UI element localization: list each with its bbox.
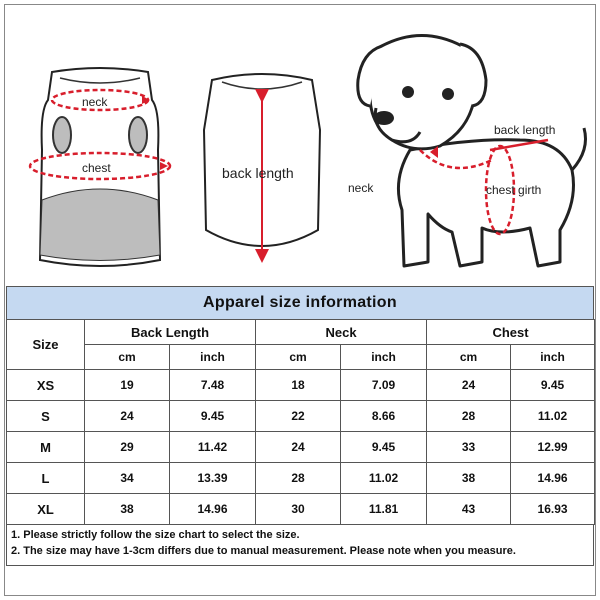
unit-header: cm	[256, 345, 341, 370]
note-line: 2. The size may have 1-3cm differs due to manual measurement. Please note when you measure.	[11, 545, 516, 557]
dog-chest-girth-label: chest girth	[486, 183, 542, 197]
note-line: 1. Please strictly follow the size chart to select the size.	[11, 529, 300, 541]
table-cell: 38	[427, 463, 511, 494]
table-cell: 24	[85, 401, 170, 432]
back-length-header: Back Length	[85, 320, 256, 345]
table-cell: 11.42	[170, 432, 256, 463]
table-row	[7, 432, 595, 463]
unit-header: inch	[341, 345, 427, 370]
table-cell: 11.02	[341, 463, 427, 494]
table-cell: 9.45	[511, 370, 595, 401]
table-cell: 7.09	[341, 370, 427, 401]
neck-label: neck	[82, 95, 108, 109]
table-cell: 13.39	[170, 463, 256, 494]
notes-box	[6, 524, 594, 566]
table-cell: 28	[256, 463, 341, 494]
size-cell: XS	[7, 370, 85, 401]
chest-label: chest	[82, 161, 111, 175]
table-cell: 34	[85, 463, 170, 494]
table-cell: 9.45	[170, 401, 256, 432]
table-cell: 29	[85, 432, 170, 463]
size-cell: M	[7, 432, 85, 463]
table-title: Apparel size information	[6, 286, 594, 320]
unit-header: inch	[170, 345, 256, 370]
unit-header-row	[7, 345, 595, 370]
size-cell: L	[7, 463, 85, 494]
neck-header: Neck	[256, 320, 427, 345]
size-header: Size	[7, 320, 85, 370]
table-row	[7, 463, 595, 494]
table-cell: 11.81	[341, 494, 427, 525]
table-row	[7, 401, 595, 432]
table-cell: 7.48	[170, 370, 256, 401]
chest-header: Chest	[427, 320, 595, 345]
unit-header: cm	[427, 345, 511, 370]
dog-icon	[358, 35, 586, 266]
size-table	[6, 319, 595, 525]
table-cell: 28	[427, 401, 511, 432]
table-cell: 43	[427, 494, 511, 525]
unit-header: cm	[85, 345, 170, 370]
table-cell: 38	[85, 494, 170, 525]
table-cell: 14.96	[170, 494, 256, 525]
table-cell: 24	[427, 370, 511, 401]
measurement-illustration	[0, 0, 592, 280]
table-cell: 18	[256, 370, 341, 401]
dog-back-length-label: back length	[494, 123, 556, 137]
size-cell: S	[7, 401, 85, 432]
back-length-label: back length	[222, 165, 294, 181]
table-cell: 22	[256, 401, 341, 432]
table-cell: 30	[256, 494, 341, 525]
table-header-row	[7, 320, 595, 345]
table-cell: 14.96	[511, 463, 595, 494]
table-cell: 24	[256, 432, 341, 463]
table-cell: 9.45	[341, 432, 427, 463]
table-row	[7, 370, 595, 401]
dog-neck-label: neck	[348, 181, 374, 195]
table-cell: 16.93	[511, 494, 595, 525]
unit-header: inch	[511, 345, 595, 370]
size-cell: XL	[7, 494, 85, 525]
table-row	[7, 494, 595, 525]
table-cell: 19	[85, 370, 170, 401]
table-cell: 33	[427, 432, 511, 463]
table-cell: 12.99	[511, 432, 595, 463]
table-cell: 11.02	[511, 401, 595, 432]
table-cell: 8.66	[341, 401, 427, 432]
